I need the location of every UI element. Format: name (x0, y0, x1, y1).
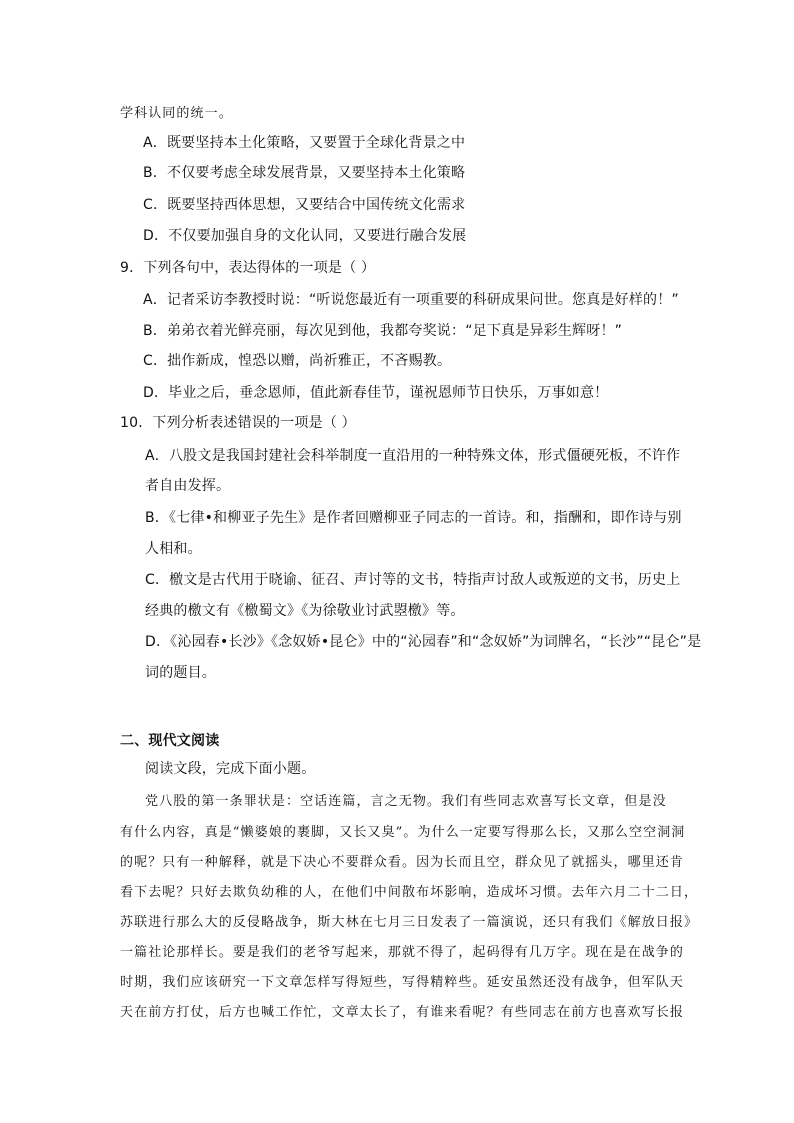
reading-instruction: 阅读文段，完成下面小题。 (145, 761, 316, 777)
section-heading: 二、现代文阅读 (120, 733, 220, 749)
question-10-option-line: 词的题目。 (145, 665, 216, 681)
question-9-option-d: D．毕业之后，垂念恩师，值此新春佳节，谨祝恩师节日快乐，万事如意！ (143, 385, 609, 401)
question-9-option-b: B．弟弟衣着光鲜亮丽，每次见到他，我都夸奖说：“足下真是异彩生辉呀！” (143, 323, 623, 339)
question-8-option-d: D．不仅要加强自身的文化认同，又要进行融合发展 (143, 228, 467, 244)
question-9-option-a: A．记者采访李教授时说：“听说您最近有一项重要的科研成果问世。您真是好样的！” (143, 292, 679, 308)
passage-line: 看下去呢？只好去欺负幼稚的人，在他们中间散布坏影响，造成坏习惯。去年六月二十二日， (120, 885, 699, 900)
passage-line: 苏联进行那么大的反侵略战争，斯大林在七月三日发表了一篇演说，还只有我们《解放日报》 (120, 915, 699, 930)
question-9-stem: 9．下列各句中，表达得体的一项是（ ） (120, 260, 376, 276)
passage-line: 有什么内容，真是“懒婆娘的裹脚，又长又臭”。为什么一定要写得那么长，又那么空空洞洞 (120, 825, 686, 840)
passage-line: 时期，我们应该研究一下文章怎样写得短些，写得精粹些。延安虽然还没有战争，但军队天 (120, 975, 685, 990)
question-10-stem: 10．下列分析表述错误的一项是（ ） (120, 415, 356, 431)
question-10-option-line: A．八股文是我国封建社会科举制度一直沿用的一种特殊文体，形式僵硬死板，不许作 (145, 448, 681, 464)
question-10-option-line: 者自由发挥。 (145, 478, 231, 494)
question-8-option-b: B．不仅要考虑全球发展背景，又要坚持本土化策略 (143, 165, 466, 181)
question-10-option-line: 人相和。 (145, 541, 202, 557)
question-9-option-c: C．拙作新成，惶恐以赠，尚祈雅正，不吝赐教。 (143, 353, 452, 369)
question-8-option-c: C．既要坚持西体思想，又要结合中国传统文化需求 (143, 197, 466, 213)
passage-line: 党八股的第一条罪状是：空话连篇，言之无物。我们有些同志欢喜写长文章，但是没 (145, 794, 667, 809)
question-8-stem-tail: 学科认同的统一。 (120, 106, 233, 121)
passage-line: 天在前方打仗，后方也喊工作忙，文章太长了，有谁来看呢？有些同志在前方也喜欢写长报 (120, 1005, 685, 1020)
question-8-option-a: A．既要坚持本土化策略，又要置于全球化背景之中 (143, 135, 466, 151)
passage-line: 一篇社论那样长。要是我们的老爷写起来，那就不得了，起码得有几万字。现在是在战争的 (120, 945, 685, 960)
passage-line: 的呢？只有一种解释，就是下决心不要群众看。因为长而且空，群众见了就摇头，哪里还肯 (120, 855, 685, 870)
question-10-option-line: C．檄文是古代用于晓谕、征召、声讨等的文书，特指声讨敌人或叛逆的文书，历史上 (145, 572, 681, 588)
question-10-option-line: B．《七律•和柳亚子先生》是作者回赠柳亚子同志的一首诗。和，指酬和，即作诗与别 (145, 510, 682, 526)
question-10-option-line: 经典的檄文有《檄蜀文》《为徐敬业讨武曌檄》等。 (145, 603, 465, 619)
question-10-option-line: D．《沁园春•长沙》《念奴娇•昆仑》中的“沁园春”和“念奴娇”为词牌名，“长沙”“昆仑”是 (145, 634, 702, 650)
